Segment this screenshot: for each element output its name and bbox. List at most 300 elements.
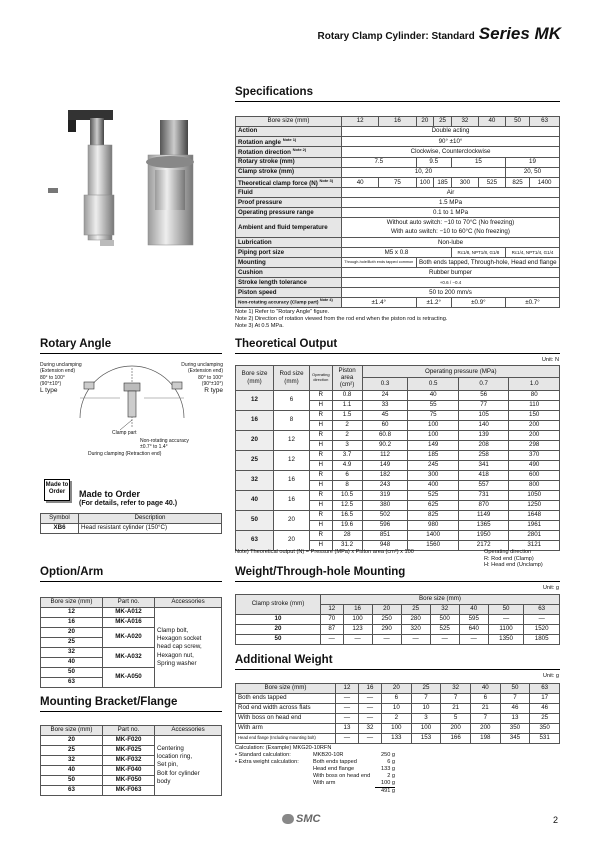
cell: 21 [470, 704, 500, 714]
cell: — [488, 615, 524, 625]
symbol-cell: XB6 [41, 524, 79, 534]
table-row [236, 714, 560, 724]
row-label: Cushion [236, 268, 342, 278]
unit-label: Unit: N [541, 357, 559, 363]
calc-value: 491 g [381, 787, 395, 794]
annotation-line: Non-rotating accuracy [140, 438, 189, 444]
cell: 245 [408, 460, 459, 470]
calc-value: 6 g [387, 758, 395, 765]
col-header: Accessories [155, 598, 222, 608]
header-title: Rotary Clamp Cylinder: Standard [317, 31, 475, 42]
cell: 12.5 [332, 500, 362, 510]
bore-cell: 16 [236, 410, 274, 430]
cell: 345 [500, 734, 530, 744]
cell: 300 [408, 470, 459, 480]
cell: 7 [441, 694, 471, 704]
bore-cell: 12 [236, 390, 274, 410]
bore-col: 16 [359, 684, 382, 694]
annotation-line: (90°±10°) [201, 380, 223, 387]
cell: 80 [509, 390, 560, 400]
note-ref: Note 1) [282, 136, 297, 142]
page-header [318, 24, 561, 44]
cell: 1250 [509, 500, 560, 510]
cell: — [336, 704, 359, 714]
row-label: Both ends tapped [236, 694, 336, 704]
row-label: Ambient and fluid temperature [236, 218, 342, 238]
cell: 7 [411, 694, 441, 704]
rod-cell: 16 [274, 490, 310, 510]
cell: 200 [441, 724, 471, 734]
calc-label [235, 766, 313, 773]
table-row [236, 724, 560, 734]
cell: 851 [362, 530, 408, 540]
row-label: Piston speed [236, 288, 342, 298]
nonrot-annotation [140, 438, 189, 450]
cell: 140 [458, 420, 509, 430]
col-header: Bore size (mm) [236, 684, 336, 694]
cell: 40 [408, 390, 459, 400]
cell: 15 [451, 157, 505, 167]
note-ref: Note 4) [319, 298, 333, 303]
bore-cell: 63 [41, 786, 103, 796]
cell: 502 [362, 510, 408, 520]
row-label: Fluid [236, 188, 342, 198]
cell: 2 [382, 714, 412, 724]
table-row [236, 704, 560, 714]
cell: 400 [408, 480, 459, 490]
cell: 1648 [509, 510, 560, 520]
accessory-line: Spring washer [157, 660, 197, 668]
bore-cell: 32 [41, 756, 103, 766]
bore-cell: 20 [236, 430, 274, 450]
part-cell: MK-F025 [103, 746, 155, 756]
calc-title: Calculation: (Example) MKG20-10RFN [235, 745, 332, 751]
cell: 300 [451, 177, 478, 187]
badge-line: Order [48, 489, 66, 495]
cell: 100 [408, 420, 459, 430]
accessory-line: Clamp bolt, [157, 626, 189, 634]
rod-cell: 20 [274, 530, 310, 550]
cell: 948 [362, 540, 408, 550]
action-value: Double acting [342, 127, 560, 137]
annotation-line: (90°±10°) [40, 380, 62, 387]
legend-line: R: Rod end (Clamp) [484, 555, 534, 562]
bore-col: 16 [379, 117, 416, 127]
cell: 200 [470, 724, 500, 734]
table-row [236, 390, 560, 400]
cell: 13 [336, 724, 359, 734]
row-label: Clamp stroke (mm) [236, 167, 342, 177]
cell: ±0.7° [505, 298, 559, 308]
accessories-cell [155, 736, 222, 796]
cell: R [310, 490, 333, 500]
cell: ±0.9° [451, 298, 505, 308]
cell: 19 [505, 157, 559, 167]
row-label: With boss on head end [236, 714, 336, 724]
col-header: Accessories [155, 726, 222, 736]
row-label: Lubrication [236, 238, 342, 248]
additional-weight-heading: Additional Weight [235, 654, 333, 666]
calc-value: 100 g [375, 780, 395, 788]
during-clamping-label: During clamping (Retraction end) [88, 451, 162, 457]
cell: R [310, 470, 333, 480]
weight-table [235, 594, 560, 645]
accessories-cell [155, 608, 222, 688]
calc-row [235, 766, 395, 773]
cell: 185 [408, 450, 459, 460]
stroke-cell: 20 [236, 625, 321, 635]
note-line: Note 2) Direction of rotation viewed from the rod end when the piston rod is retracting. [235, 315, 448, 322]
calc-rows [235, 752, 395, 795]
calc-row [235, 788, 395, 795]
cell: 60 [362, 420, 408, 430]
rod-cell: 8 [274, 410, 310, 430]
cell: 500 [430, 615, 459, 625]
row-label: With arm [236, 724, 336, 734]
pressure-col: 0.3 [362, 378, 408, 390]
cell: H [310, 460, 333, 470]
row-label-text: Rotation angle [238, 138, 281, 146]
cell: 370 [509, 450, 560, 460]
made-to-order-table [40, 513, 222, 534]
bore-cell: 50 [236, 510, 274, 530]
cell: 350 [530, 724, 560, 734]
part-cell: MK-A012 [103, 608, 155, 618]
calc-row [235, 752, 395, 759]
specifications-heading: Specifications [235, 86, 313, 98]
cell: Through-hole/Both ends tapped common [342, 258, 417, 268]
cell: 640 [459, 625, 488, 635]
table-row [236, 625, 560, 635]
bore-col: 50 [500, 684, 530, 694]
cell: 6 [332, 470, 362, 480]
series-name: Series MK [478, 24, 561, 43]
row-label: Rotary stroke (mm) [236, 157, 342, 167]
cell: 25 [530, 714, 560, 724]
cell: 32 [359, 724, 382, 734]
cell: 595 [459, 615, 488, 625]
bore-cell: 25 [41, 638, 103, 648]
cell: 198 [470, 734, 500, 744]
cell: 870 [458, 500, 509, 510]
bore-cell: 20 [41, 628, 103, 638]
note-line: Note 1) Refer to “Rotary Angle” figure. [235, 309, 330, 315]
cell: 10.5 [332, 490, 362, 500]
section-rule [40, 711, 222, 712]
cell: — [459, 635, 488, 645]
theoretical-output-heading: Theoretical Output [235, 338, 338, 350]
cell: 40 [342, 177, 379, 187]
bore-col: 20 [416, 117, 434, 127]
badge-line: Made to [45, 482, 69, 488]
ambient-value [342, 218, 560, 238]
cell: ±1.2° [416, 298, 451, 308]
row-label [236, 177, 342, 187]
part-cell: MK-A016 [103, 618, 155, 628]
cell: H [310, 440, 333, 450]
accessory-line: head cap screw, [157, 643, 202, 651]
made-to-order-badge [44, 479, 70, 501]
cell: 2801 [509, 530, 560, 540]
bore-cell: 50 [41, 776, 103, 786]
calc-label [235, 780, 313, 788]
row-label-text: Non-rotating accuracy (Clamp part) [238, 300, 319, 306]
calculation-example [235, 745, 395, 795]
table-row [236, 430, 560, 440]
section-rule [235, 581, 560, 582]
cell: 33 [362, 400, 408, 410]
cell: 0.1 to 1 MPa [342, 208, 560, 218]
cell: 100 [416, 177, 434, 187]
row-label: Head end flange (Including mounting bolt) [236, 734, 336, 744]
cell: 20, 50 [505, 167, 559, 177]
cell: 1.5 MPa [342, 198, 560, 208]
bore-cell: 32 [41, 648, 103, 658]
calc-item: With boss on head end [313, 772, 371, 779]
cell: 596 [362, 520, 408, 530]
cell: R [310, 510, 333, 520]
calc-label: • Extra weight calculation: [235, 758, 299, 765]
cell: 46 [500, 704, 530, 714]
option-arm-table [40, 597, 222, 688]
rotation-angle-value: 90° ±10° [342, 137, 560, 147]
cell: Rc1/8, NPT1/8, G1/8 [451, 248, 505, 258]
cell: 45 [362, 410, 408, 420]
cell: 75 [379, 177, 416, 187]
cell: 90.2 [362, 440, 408, 450]
spec-notes [235, 309, 447, 330]
cell: 16.5 [332, 510, 362, 520]
rod-cell: 6 [274, 390, 310, 410]
made-to-order-title: Made to Order [79, 489, 141, 499]
calc-value: 2 g [387, 772, 395, 779]
bore-size-header: Bore size (mm) [236, 117, 342, 127]
col-header: Bore size (mm) [236, 366, 274, 391]
bore-col: 16 [343, 605, 372, 615]
row-label: Mounting [236, 258, 342, 268]
cell: 1950 [458, 530, 509, 540]
section-rule [235, 101, 560, 102]
weight-heading: Weight/Through-hole Mounting [235, 566, 406, 578]
rotary-angle-heading: Rotary Angle [40, 338, 112, 350]
cell: 17 [530, 694, 560, 704]
row-label: Piping port size [236, 248, 342, 258]
legend-line: H: Head end (Unclamp) [484, 562, 543, 569]
col-header: Description [79, 514, 222, 524]
col-header: Operating direction [310, 366, 333, 391]
cell: 341 [458, 460, 509, 470]
cell: 320 [401, 625, 430, 635]
cell: 208 [458, 440, 509, 450]
calc-row [235, 759, 395, 766]
cell: 980 [408, 520, 459, 530]
cell: 600 [509, 470, 560, 480]
legend-line: Operating direction [484, 549, 532, 555]
bore-col: 20 [372, 605, 401, 615]
bore-col: 63 [530, 684, 560, 694]
cell: 182 [362, 470, 408, 480]
cell: 1961 [509, 520, 560, 530]
cell: — [359, 704, 382, 714]
cell: 731 [458, 490, 509, 500]
output-note: Note) Theoretical output (N) = Pressure (MPa) x Piston area (cm²) x 100 [235, 549, 414, 555]
cell: 825 [505, 177, 529, 187]
cell: H [310, 480, 333, 490]
smc-logo [282, 813, 320, 825]
bore-col: 50 [488, 605, 524, 615]
pressure-col: 0.7 [458, 378, 509, 390]
cell: 1.5 [332, 410, 362, 420]
cell: H [310, 540, 333, 550]
cell: H [310, 420, 333, 430]
part-cell: MK-A050 [103, 668, 155, 688]
cell: — [321, 635, 344, 645]
bore-col: 12 [321, 605, 344, 615]
row-label [236, 147, 342, 157]
cell: — [359, 734, 382, 744]
section-rule [235, 353, 560, 354]
bore-col: 50 [505, 117, 529, 127]
cell: 24 [362, 390, 408, 400]
table-row [236, 530, 560, 540]
left-annotation [40, 362, 82, 395]
calc-item: With arm [313, 779, 336, 786]
cell: 46 [530, 704, 560, 714]
cell: 380 [362, 500, 408, 510]
calc-label: • Standard calculation: [235, 751, 291, 758]
cell: 185 [434, 177, 452, 187]
cell: 800 [509, 480, 560, 490]
cell: Air [342, 188, 560, 198]
ambient-line: With auto switch: −10 to 60°C (No freezing) [391, 227, 510, 235]
cell: 625 [408, 500, 459, 510]
cell: 50 to 200 mm/s [342, 288, 560, 298]
bore-col: 32 [430, 605, 459, 615]
table-row [236, 615, 560, 625]
row-label [236, 137, 342, 147]
calc-row [235, 780, 395, 788]
cell: 100 [408, 430, 459, 440]
cell: 7 [500, 694, 530, 704]
accessory-line: Hexagon nut, [157, 651, 194, 659]
cell: 149 [408, 440, 459, 450]
cell: 525 [408, 490, 459, 500]
cell: — [343, 635, 372, 645]
bore-col: 40 [459, 605, 488, 615]
table-row [236, 410, 560, 420]
row-label: Stroke length tolerance [236, 278, 342, 288]
r-type-label: R type [204, 387, 223, 394]
part-cell: MK-F040 [103, 766, 155, 776]
bore-col: 63 [530, 117, 560, 127]
col-header: Operating pressure (MPa) [362, 366, 559, 378]
cell: 1149 [458, 510, 509, 520]
section-rule [235, 669, 560, 670]
mounting-bracket-heading: Mounting Bracket/Flange [40, 696, 178, 708]
product-illustration [40, 100, 225, 275]
part-cell: MK-A020 [103, 628, 155, 648]
pressure-col: 0.5 [408, 378, 459, 390]
calc-item [313, 788, 375, 795]
cell: 2 [332, 420, 362, 430]
cell: 525 [478, 177, 505, 187]
row-label: Operating pressure range [236, 208, 342, 218]
logo-mark-icon [282, 814, 294, 824]
bore-col: 40 [478, 117, 505, 127]
page-number: 2 [553, 815, 559, 825]
cell: 2 [332, 430, 362, 440]
cell: 3 [332, 440, 362, 450]
row-label: Proof pressure [236, 198, 342, 208]
cell: 55 [408, 400, 459, 410]
calc-item: MKB20-10R [313, 751, 344, 758]
cell: 6 [382, 694, 412, 704]
bore-col: 32 [441, 684, 471, 694]
bore-cell: 32 [236, 470, 274, 490]
section-rule [40, 353, 222, 354]
col-header: Clamp stroke (mm) [236, 595, 321, 615]
bore-cell: 20 [41, 736, 103, 746]
cell: 531 [530, 734, 560, 744]
cell: 825 [408, 510, 459, 520]
unit-label: Unit: g [542, 585, 559, 591]
calc-item: Head end flange [313, 765, 355, 772]
col-header: Bore size (mm) [41, 598, 103, 608]
table-row [236, 694, 560, 704]
cell: Rubber bumper [342, 268, 560, 278]
cell: 105 [458, 410, 509, 420]
col-header: Piston area (cm²) [332, 366, 362, 391]
stroke-cell: 10 [236, 615, 321, 625]
cell: 21 [441, 704, 471, 714]
cell: 1350 [488, 635, 524, 645]
cell: 1520 [524, 625, 560, 635]
cell: 1560 [408, 540, 459, 550]
cell: 139 [458, 430, 509, 440]
calc-label [235, 788, 313, 795]
description-cell: Head resistant cylinder (150°C) [79, 524, 222, 534]
cell: 13 [500, 714, 530, 724]
cell: 100 [382, 724, 412, 734]
cell: 9.5 [416, 157, 451, 167]
table-row [236, 450, 560, 460]
row-label: Action [236, 127, 342, 137]
annotation-line: (Extension end) [40, 368, 76, 375]
clamp-part-label: Clamp part [112, 430, 137, 436]
cell: R [310, 390, 333, 400]
cell: 100 [343, 615, 372, 625]
note-line: Note 3) At 0.5 MPa. [235, 322, 284, 329]
cell: — [336, 714, 359, 724]
theoretical-output-table [235, 365, 560, 551]
bore-col: 25 [434, 117, 452, 127]
annotation-line: During unclamping [40, 362, 82, 368]
cell: M5 x 0.8 [342, 248, 452, 258]
cell: 243 [362, 480, 408, 490]
cell: — [401, 635, 430, 645]
rod-cell: 12 [274, 450, 310, 470]
bore-col: 40 [470, 684, 500, 694]
cell: 70 [321, 615, 344, 625]
right-annotation [181, 362, 223, 395]
pressure-col: 1.0 [509, 378, 560, 390]
cell: 19.6 [332, 520, 362, 530]
cell: 110 [509, 400, 560, 410]
part-cell: MK-A032 [103, 648, 155, 668]
cell: — [430, 635, 459, 645]
rod-cell: 12 [274, 430, 310, 450]
bore-col: 32 [451, 117, 478, 127]
